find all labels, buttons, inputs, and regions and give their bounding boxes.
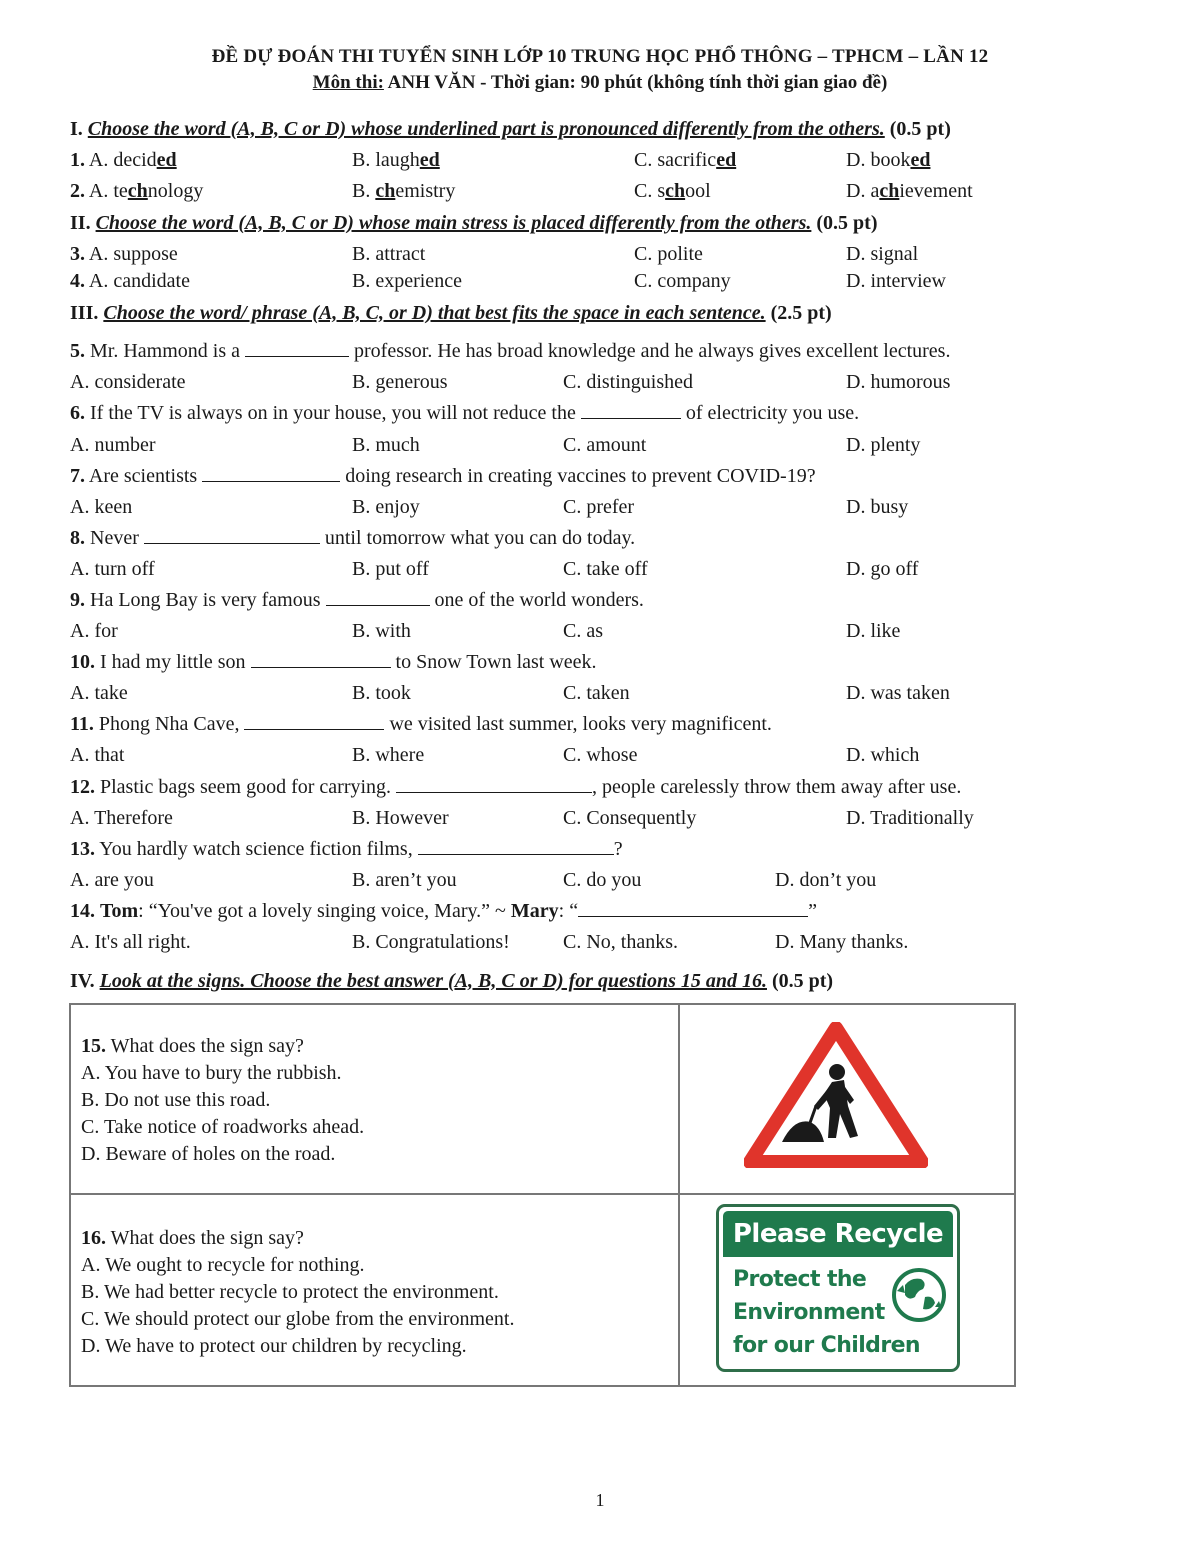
answer-blank (418, 838, 614, 855)
q2-option-d: D. achievement (846, 180, 973, 202)
roadworks-sign-icon (744, 1022, 928, 1168)
exam-subtitle (0, 72, 1200, 94)
q9-option-d: D. like (846, 620, 901, 642)
q5-option-a: A. considerate (70, 371, 186, 393)
question-3: 3. A. suppose (70, 243, 178, 265)
answer-blank (396, 776, 592, 793)
q6-option-a: A. number (70, 434, 156, 456)
q15-option-c: C. Take notice of roadworks ahead. (81, 1116, 365, 1138)
q16-option-d: D. We have to protect our children by recycling. (81, 1335, 467, 1357)
answer-blank (144, 527, 320, 544)
q10-option-d: D. was taken (846, 682, 950, 704)
section-2-heading: II. Choose the word (A, B, C or D) whose main stress is placed differently from the others. (0.5 pt) (70, 212, 878, 234)
q1-option-b: B. laughed (352, 149, 440, 171)
q10-option-b: B. took (352, 682, 411, 704)
q11-option-a: A. that (70, 744, 125, 766)
q4-option-b: B. experience (352, 270, 462, 292)
q12-option-b: B. However (352, 807, 449, 829)
q15-option-d: D. Beware of holes on the road. (81, 1143, 336, 1165)
q7-option-c: C. prefer (563, 496, 635, 518)
section-1-heading: I. Choose the word (A, B, C or D) whose underlined part is pronounced differently from the others. (0.5 pt) (70, 118, 951, 140)
q3-option-d: D. signal (846, 243, 919, 265)
q7-option-a: A. keen (70, 496, 133, 518)
section-2-instruction: Choose the word (A, B, C or D) whose main stress is placed differently from the others. (95, 212, 812, 234)
q14-option-c: C. No, thanks. (563, 931, 678, 953)
q9-option-c: C. as (563, 620, 603, 642)
answer-blank (244, 713, 384, 730)
globe-recycle-icon (891, 1267, 947, 1323)
q14-option-b: B. Congratulations! (352, 931, 510, 953)
q6-option-c: C. amount (563, 434, 647, 456)
q10-option-a: A. take (70, 682, 128, 704)
question-6: 6. If the TV is always on in your house, you will not reduce the of electricity you use. (70, 402, 860, 424)
question-15-cell (70, 1004, 679, 1194)
page-number: 1 (595, 1490, 605, 1510)
q16-option-a: A. We ought to recycle for nothing. (81, 1254, 365, 1276)
q13-option-a: A. are you (70, 869, 154, 891)
section-4-heading: IV. Look at the signs. Choose the best answer (A, B, C or D) for questions 15 and 16. (0.5 pt) (70, 970, 834, 992)
q9-option-b: B. with (352, 620, 411, 642)
q1-option-d: D. booked (846, 149, 931, 171)
question-15: 15. What does the sign say? (81, 1035, 304, 1057)
recycle-sign (716, 1204, 960, 1372)
q13-option-d: D. don’t you (775, 869, 877, 891)
q4-option-c: C. company (634, 270, 731, 292)
q11-option-b: B. where (352, 744, 425, 766)
section-3-instruction: Choose the word/ phrase (A, B, C, or D) that best fits the space in each sentence. (103, 302, 766, 324)
section-4-points: (0.5 pt) (771, 970, 834, 992)
question-4: 4. A. candidate (70, 270, 190, 292)
q11-option-d: D. which (846, 744, 920, 766)
question-13: 13. You hardly watch science fiction films, ? (70, 838, 623, 860)
q2-option-b: B. chemistry (352, 180, 456, 202)
section-2-points: (0.5 pt) (816, 212, 878, 234)
q9-option-a: A. for (70, 620, 118, 642)
q12-option-a: A. Therefore (70, 807, 173, 829)
q3-option-b: B. attract (352, 243, 426, 265)
question-8: 8. Never until tomorrow what you can do today. (70, 527, 636, 549)
answer-blank (202, 465, 340, 482)
q8-option-a: A. turn off (70, 558, 155, 580)
section-4-instruction: Look at the signs. Choose the best answer (A, B, C or D) for questions 15 and 16. (99, 970, 767, 992)
question-5: 5. Mr. Hammond is a professor. He has broad knowledge and he always gives excellent lectures. (70, 340, 951, 362)
q7-option-d: D. busy (846, 496, 909, 518)
question-14: 14. Tom: “You've got a lovely singing voice, Mary.” ~ Mary: “ ” (70, 900, 817, 922)
answer-blank (326, 589, 430, 606)
question-10: 10. I had my little son to Snow Town last week. (70, 651, 597, 673)
section-3-heading: III. Choose the word/ phrase (A, B, C, or D) that best fits the space in each sentence. (2.5 pt) (70, 302, 832, 324)
q6-option-d: D. plenty (846, 434, 921, 456)
q5-option-b: B. generous (352, 371, 448, 393)
recycle-sign-line-2: Environment (733, 1300, 885, 1325)
recycle-sign-line-1: Protect the (733, 1267, 867, 1292)
q13-option-b: B. aren’t you (352, 869, 457, 891)
q16-option-c: C. We should protect our globe from the environment. (81, 1308, 515, 1330)
q8-option-b: B. put off (352, 558, 429, 580)
q5-option-d: D. humorous (846, 371, 951, 393)
answer-blank (251, 651, 391, 668)
q12-option-c: C. Consequently (563, 807, 697, 829)
recycle-sign-line-3: for our Children (733, 1333, 920, 1358)
question-2: 2. A. technology (70, 180, 204, 202)
q12-option-d: D. Traditionally (846, 807, 974, 829)
subject-label: Môn thi: (312, 72, 384, 93)
question-9: 9. Ha Long Bay is very famous one of the world wonders. (70, 589, 644, 611)
question-1: 1. A. decided (70, 149, 177, 171)
question-7: 7. Are scientists doing research in creating vaccines to prevent COVID-19? (70, 465, 816, 487)
q14-option-a: A. It's all right. (70, 931, 191, 953)
question-16: 16. What does the sign say? (81, 1227, 304, 1249)
question-12: 12. Plastic bags seem good for carrying. , people carelessly throw them away after use. (70, 776, 962, 798)
subject-info: ANH VĂN - Thời gian: 90 phút (không tính thời gian giao đề) (383, 72, 888, 93)
q1-option-c: C. sacrificed (634, 149, 737, 171)
q14-option-d: D. Many thanks. (775, 931, 909, 953)
q4-option-d: D. interview (846, 270, 946, 292)
q8-option-d: D. go off (846, 558, 919, 580)
question-11: 11. Phong Nha Cave, we visited last summer, looks very magnificent. (70, 713, 772, 735)
q15-option-b: B. Do not use this road. (81, 1089, 271, 1111)
q5-option-c: C. distinguished (563, 371, 694, 393)
q16-option-b: B. We had better recycle to protect the environment. (81, 1281, 499, 1303)
exam-title: ĐỀ DỰ ĐOÁN THI TUYỂN SINH LỚP 10 TRUNG HỌC PHỔ THÔNG – TPHCM – LẦN 12 (211, 46, 989, 67)
q8-option-c: C. take off (563, 558, 648, 580)
q11-option-c: C. whose (563, 744, 638, 766)
q3-option-c: C. polite (634, 243, 703, 265)
q13-option-c: C. do you (563, 869, 642, 891)
section-1-instruction: Choose the word (A, B, C or D) whose underlined part is pronounced differently from the others. (87, 118, 885, 140)
answer-blank (245, 340, 349, 357)
q15-option-a: A. You have to bury the rubbish. (81, 1062, 342, 1084)
answer-blank (581, 402, 681, 419)
section-1-points: (0.5 pt) (889, 118, 951, 140)
q7-option-b: B. enjoy (352, 496, 420, 518)
answer-blank (578, 900, 808, 917)
q2-option-c: C. school (634, 180, 711, 202)
question-16-cell (70, 1194, 679, 1386)
recycle-sign-heading: Please Recycle (723, 1211, 953, 1257)
q10-option-c: C. taken (563, 682, 630, 704)
q6-option-b: B. much (352, 434, 420, 456)
section-3-points: (2.5 pt) (770, 302, 832, 324)
